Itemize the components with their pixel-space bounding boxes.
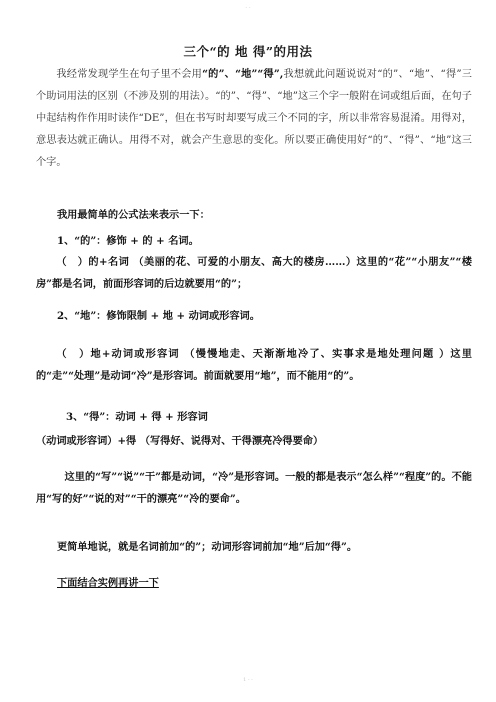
rule2-body: （ ）地+动词或形容词 （慢慢地走、天渐渐地冷了、实事求是地处理问题 ）这里的“走”“处理”是动词“冷”是形容词。前面就要用“地”，而不能用“的”。: [36, 348, 472, 382]
next-section-heading: 下面结合实例再讲一下: [57, 577, 159, 589]
summary-line: 更简单地说，就是名词前加“的”；动词形容词前加“地”后加“得”。: [57, 541, 358, 553]
rule3-heading: 3、“得”：动词 + 得 + 形容词: [66, 411, 208, 423]
intro-paragraph: [36, 63, 472, 174]
intro-pre: 我经常发现学生在句子里不会用: [56, 69, 203, 80]
footer: [0, 677, 496, 683]
intro-post: 我想就此问题说说对“的”、“地”、“得”三个助词用法的区别（不涉及别的用法）。“的”、“得”、“地”这三个字一般附在词或组后面，在句子中起结构作作用时读作“DE”，但在书写时却要写成三个不同的字，所以非常容易混淆。用得对，意思表达就正确认。用得不对，就会产生意思的变化。所以要正确使用好“的”、“得”、“地”这三个字。: [36, 69, 472, 168]
footer-watermark: - -: [247, 677, 253, 683]
page-number: 1: [243, 677, 247, 683]
rule3-formula: （动词或形容词）+得 （写得好、说得对、干得漂亮冷得要命）: [36, 435, 324, 447]
formula-intro: 我用最简单的公式法来表示一下：: [57, 209, 210, 221]
rule1-heading: 1、“的”：修饰 + 的 + 名词。: [57, 235, 199, 247]
rule1-body: （ ）的+名词 （美丽的花、可爱的小朋友、高大的楼房……）这里的“花”“小朋友”“楼房”都是名词，前面形容词的后边就要用“的”；: [36, 256, 472, 290]
rule2-heading: 2、“地”：修饰限制 + 地 + 动词或形容词。: [57, 310, 260, 322]
intro-bold: “的”、“地”“得”,: [202, 68, 284, 80]
document-title: 三个“的 地 得”的用法: [183, 44, 313, 59]
rule3-body: 这里的“写”“说”“干”都是动词，“冷”是形容词。一般的都是表示“怎么样”“程度”的。不能用“写的好”“说的对”“干的漂亮”“冷的要命”。: [36, 471, 472, 505]
header-watermark: - -: [245, 5, 251, 11]
